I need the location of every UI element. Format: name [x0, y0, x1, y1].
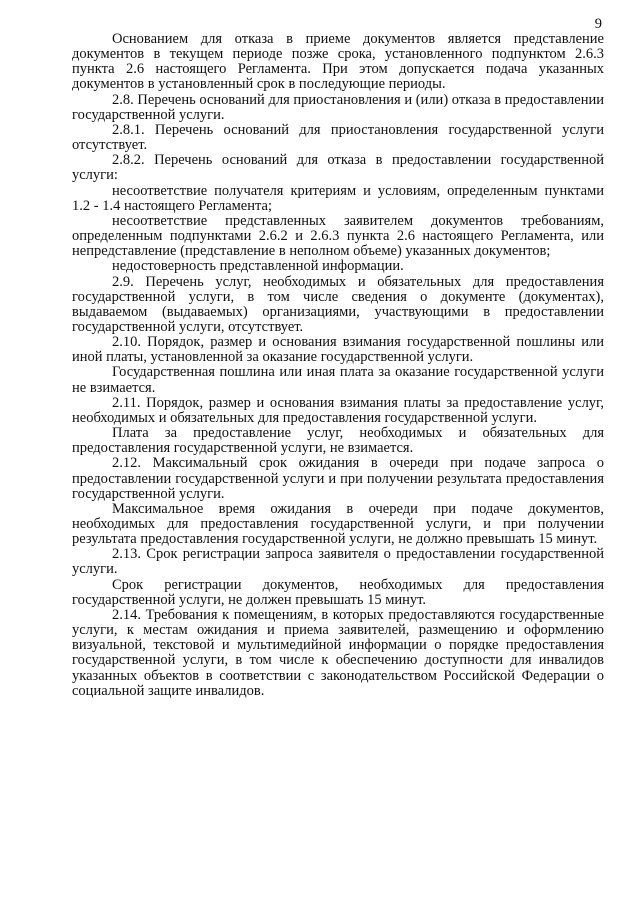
paragraph-documents-mismatch: несоответствие представленных заявителем документов требованиям, определенным подпунктами 2.6.2 и 2.6.3 пункта 2.6 настоящего Регламента, или непредставление (представление в неполном объеме) указанных документов; [72, 212, 604, 260]
paragraph-2-12: 2.12. Максимальный срок ожидания в очереди при подаче запроса о предоставлении государственной услуги и при получении результата предоставления государственной услуги. [72, 455, 604, 502]
paragraph-fee-not-charged: Плата за предоставление услуг, необходимых и обязательных для предоставления государственной услуги, не взимается. [72, 425, 604, 457]
paragraph-refusal-basis: Основанием для отказа в приеме документов является представление документов в текущем периоде позже срока, установленного подпунктом 2.6.3 пункта 2.6 настоящего Регламента. При этом допускается подача указанных документов в установленный срок в последующие периоды. [72, 31, 604, 93]
paragraph-criteria-mismatch: несоответствие получателя критериям и условиям, определенным пунктами 1.2 - 1.4 настоящего Регламента; [72, 182, 604, 214]
paragraph-2-8-2: 2.8.2. Перечень оснований для отказа в предоставлении государственной услуги: [72, 152, 604, 184]
paragraph-unreliable-info: недостоверность представленной информации. [112, 258, 404, 275]
paragraph-2-8-1: 2.8.1. Перечень оснований для приостановления государственной услуги отсутствует. [72, 121, 604, 154]
paragraph-max-wait-time: Максимальное время ожидания в очереди при подаче документов, необходимых для предоставления государственной услуги, и при получении результата предоставления государственной услуги, не должно превышать 15 минут. [72, 500, 604, 548]
paragraph-2-14: 2.14. Требования к помещениям, в которых предоставляются государственные услуги, к местам ожидания и приема заявителей, размещению и оформлению визуальной, текстовой и мультимедийной информации о порядке предоставления государственной услуги, в том числе к обеспечению доступности для инвалидов указанных объектов в соответствии с законодательством Российской Федерации о социальной защите инвалидов. [72, 606, 604, 699]
paragraph-2-11: 2.11. Порядок, размер и основания взимания платы за предоставление услуг, необходимых и обязательных для предоставления государственной услуги. [72, 394, 604, 426]
paragraph-duty-not-charged: Государственная пошлина или иная плата за оказание государственной услуги не взимается. [72, 364, 604, 396]
paragraph-2-9: 2.9. Перечень услуг, необходимых и обязательных для предоставления государственной услуги, в том числе сведения о документе (документах), выдаваемом (выдаваемых) организациями, участвующими в предоставлении государственной услуги, отсутствует. [72, 273, 604, 335]
paragraph-2-8: 2.8. Перечень оснований для приостановления и (или) отказа в предоставлении государственной услуги. [72, 91, 604, 123]
paragraph-registration-time: Срок регистрации документов, необходимых для предоставления государственной услуги, не должен превышать 15 минут. [72, 576, 604, 608]
document-body [72, 32, 604, 699]
paragraph-2-13: 2.13. Срок регистрации запроса заявителя о предоставлении государственной услуги. [72, 546, 604, 578]
page-number: 9 [594, 16, 602, 32]
paragraph-2-10: 2.10. Порядок, размер и основания взимания государственной пошлины или иной платы, установленной за оказание государственной услуги. [72, 334, 604, 366]
